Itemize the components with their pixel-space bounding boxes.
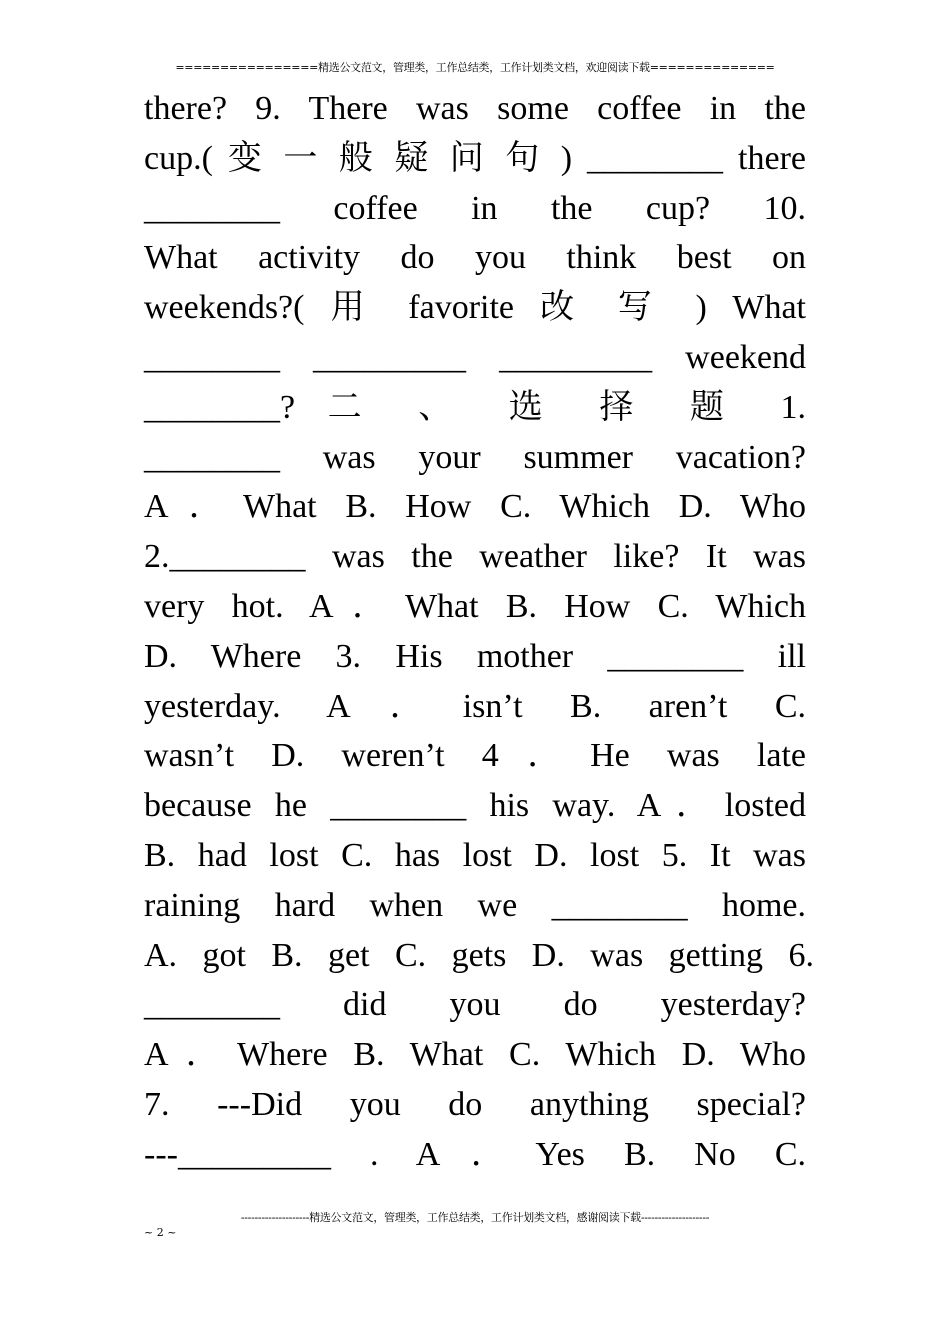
- text-line: D. Where 3. His mother ________ ill: [144, 637, 806, 675]
- page-number: ~ 2 ~: [144, 1226, 177, 1239]
- text-line: very hot. A．What B. How C. Which: [144, 587, 806, 625]
- text-line: 7. ---Did you do anything special?: [144, 1085, 806, 1123]
- page-footer: --------------------精选公文范文，管理类，工作总结类，工作计划类文档，感谢阅读下载--------------------: [240, 1211, 710, 1224]
- text-line: ________ did you do yesterday?: [144, 986, 806, 1024]
- text-line: A．Where B. What C. Which D. Who: [144, 1036, 806, 1074]
- text-line: ________ was your summer vacation?: [144, 438, 806, 476]
- text-line: wasn’t D. weren’t 4．He was late: [144, 737, 806, 775]
- page-header: ================精选公文范文，管理类，工作总结类，工作计划类文档，欢迎阅读下载==============: [175, 61, 775, 74]
- text-line: raining hard when we ________ home.: [144, 886, 806, 924]
- text-line: What activity do you think best on: [144, 239, 806, 277]
- text-line: cup.( 变 一 般 疑 问 句 ) ________ there: [144, 139, 806, 177]
- text-line: yesterday. A．isn’t B. aren’t C.: [144, 687, 806, 725]
- text-line: A．What B. How C. Which D. Who: [144, 488, 806, 526]
- text-line: there? 9. There was some coffee in the: [144, 90, 806, 127]
- text-line: A. got B. get C. gets D. was getting 6.: [144, 936, 814, 974]
- text-line: ________ _________ _________ weekend: [144, 338, 806, 376]
- document-body: [144, 84, 814, 1180]
- text-line: ________ coffee in the cup? 10.: [144, 189, 806, 227]
- text-line: ---_________ . A．Yes B. No C.: [144, 1135, 806, 1173]
- text-line: B. had lost C. has lost D. lost 5. It was: [144, 836, 806, 874]
- text-line: because he ________ his way. A．losted: [144, 787, 806, 825]
- text-line: 2.________ was the weather like? It was: [144, 538, 806, 576]
- text-line: weekends?( 用 favorite 改 写 ) What: [144, 289, 806, 327]
- section-heading-line: ________? 二 、 选 择 题 1.: [144, 388, 806, 426]
